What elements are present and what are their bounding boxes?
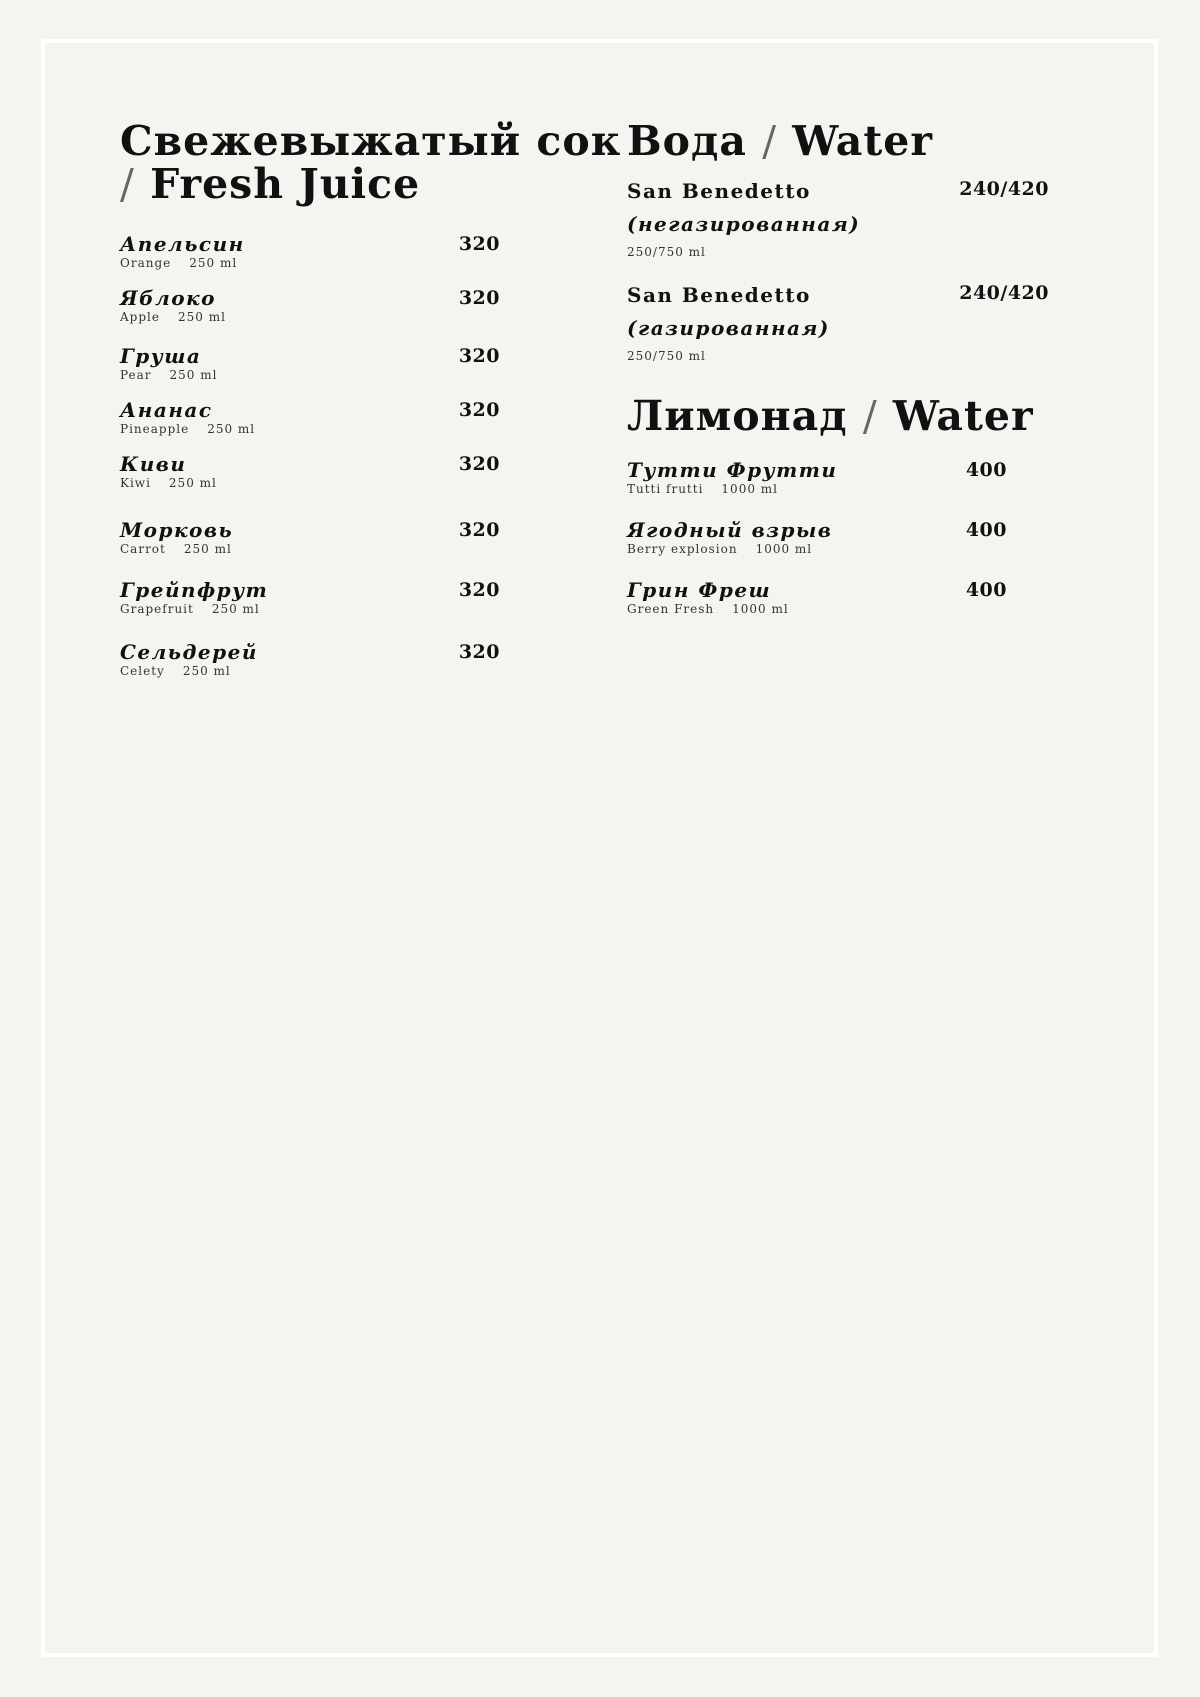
lemonade-title-separator: / [862,392,878,440]
water-section-title [627,117,1057,165]
item-name [627,175,947,241]
item-name: Груша [120,344,202,368]
item-price: 240/420 [959,178,1049,200]
juice-title-separator: / [120,160,135,208]
item-english-name: Kiwi [120,476,151,490]
item-variant: (негазированная) [627,212,861,236]
item-name: Яблоко [120,286,216,310]
item-volume: 250 ml [182,664,231,678]
item-details [120,368,500,382]
item-english-name: Berry explosion [627,542,738,556]
juice-column [120,117,622,694]
item-name: Ананас [120,398,213,422]
menu-item-berry-explosion [627,518,1057,556]
item-name: Апельсин [120,232,245,256]
item-volume: 250 ml [177,310,226,324]
item-volume: 250/750 ml [627,245,706,259]
item-english-name: Grapefruit [120,602,194,616]
menu-item-carrot [120,518,500,556]
juice-title-en: Fresh Juice [150,160,421,208]
menu-item-kiwi [120,452,500,490]
menu-item-orange [120,232,500,270]
item-name [627,279,947,345]
item-price: 320 [458,345,500,367]
item-volume: 250 ml [168,476,217,490]
menu-item-still-water [627,175,1057,259]
item-english-name: Apple [120,310,160,324]
lemonade-section-title [627,392,1057,440]
menu-item-green-fresh [627,578,1057,616]
item-price: 320 [458,233,500,255]
item-details [120,310,500,324]
menu-item-celery [120,640,500,678]
drinks-column [627,117,1057,638]
menu-item-sparkling-water [627,279,1057,363]
item-volume: 250 ml [169,368,218,382]
item-name: Морковь [120,518,234,542]
item-brand: San Benedetto [627,283,811,307]
item-price: 320 [458,453,500,475]
item-volume: 1000 ml [721,482,778,496]
item-variant: (газированная) [627,316,830,340]
item-volume: 250 ml [207,422,256,436]
item-price: 400 [965,579,1007,601]
lemonade-title-ru: Лимонад [627,392,848,440]
item-volume: 250 ml [183,542,232,556]
item-volume: 1000 ml [755,542,813,556]
item-price: 320 [458,287,500,309]
item-price: 320 [458,399,500,421]
water-title-en: Water [792,117,933,165]
item-english-name: Tutti frutti [627,482,704,496]
lemonade-title-en: Water [892,392,1034,440]
item-name: Киви [120,452,187,476]
item-price: 240/420 [959,282,1049,304]
item-details [120,422,500,436]
item-details [627,602,1057,616]
item-price: 400 [965,519,1007,541]
juice-title-ru: Свежевыжатый сок [120,117,622,165]
menu-item-tutti-frutti [627,458,1057,496]
item-english-name: Orange [120,256,172,270]
item-name: Ягодный взрыв [627,518,833,542]
item-details [120,256,500,270]
item-details [120,542,500,556]
menu-item-pineapple [120,398,500,436]
item-price: 400 [965,459,1007,481]
item-english-name: Pineapple [120,422,190,436]
item-details [627,482,1057,496]
item-details [120,664,500,678]
juice-list [120,232,500,678]
item-english-name: Green Fresh [627,602,715,616]
menu-item-apple [120,286,500,324]
water-list [627,175,1057,363]
item-name: Грин Фреш [627,578,772,602]
item-english-name: Carrot [120,542,166,556]
item-details [627,542,1057,556]
item-volume: 250/750 ml [627,349,706,363]
water-title-separator: / [762,117,778,165]
menu-item-grapefruit [120,578,500,616]
item-name: Грейпфрут [120,578,269,602]
item-english-name: Celety [120,664,165,678]
item-english-name: Pear [120,368,152,382]
item-volume: 250 ml [211,602,260,616]
item-volume: 250 ml [189,256,238,270]
lemonade-list [627,458,1057,616]
item-name: Сельдерей [120,640,258,664]
item-price: 320 [458,641,500,663]
item-volume: 1000 ml [732,602,789,616]
item-details [120,476,500,490]
item-price: 320 [458,579,500,601]
water-title-ru: Вода [627,117,747,165]
item-name: Тутти Фрутти [627,458,838,482]
juice-section-title [120,117,622,208]
item-price: 320 [458,519,500,541]
item-details [120,602,500,616]
item-brand: San Benedetto [627,179,811,203]
menu-item-pear [120,344,500,382]
